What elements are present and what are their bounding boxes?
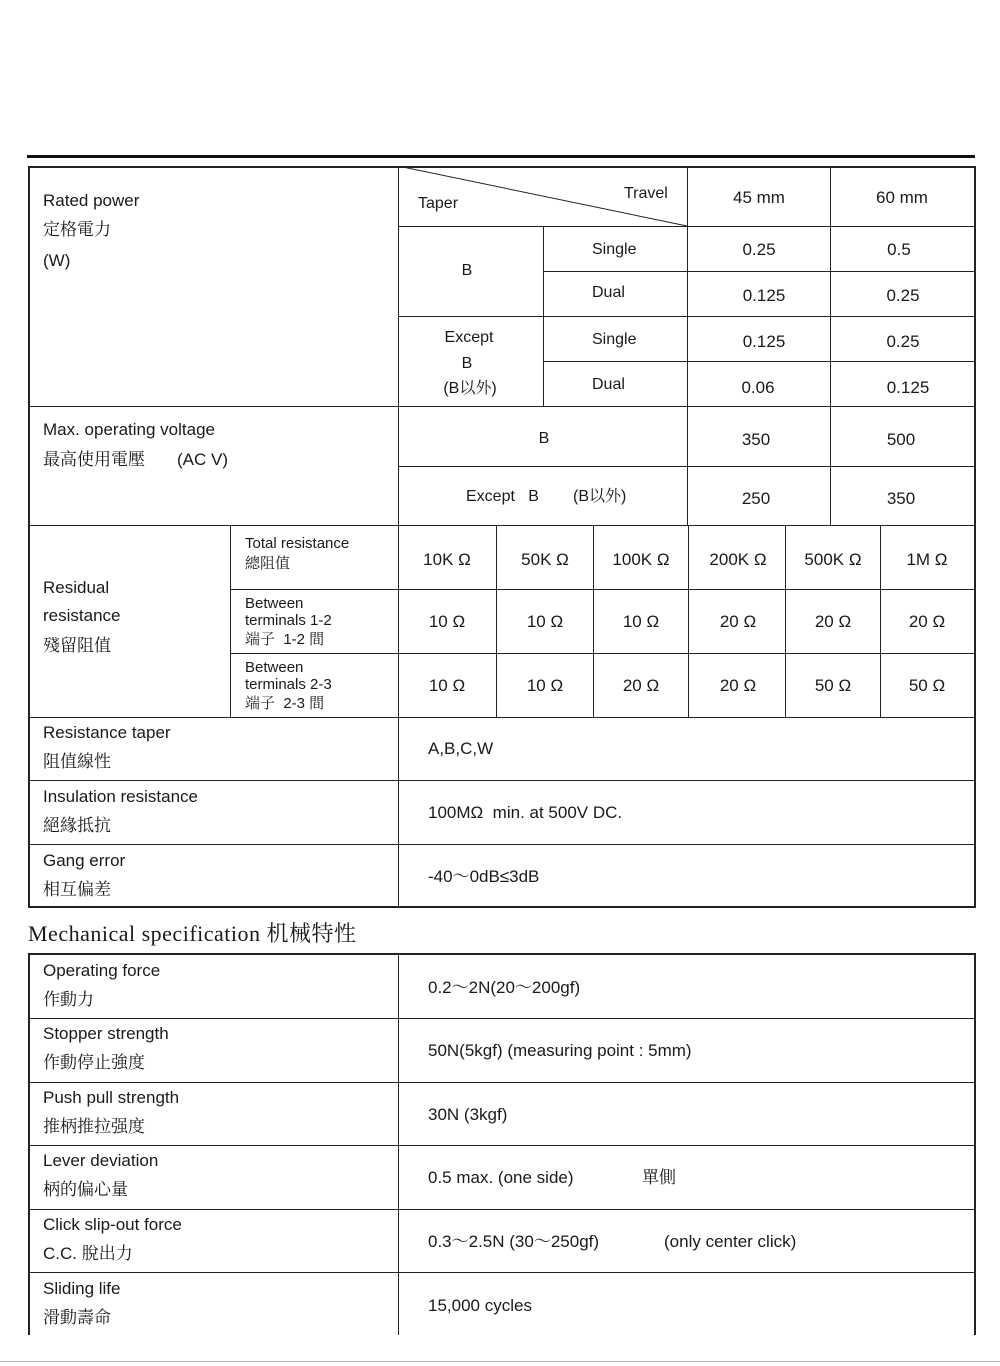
- stopper-strength-label-en: Stopper strength: [43, 1024, 169, 1043]
- type-dual: Dual: [592, 284, 625, 301]
- total-resistance-value: 1M Ω: [906, 550, 948, 569]
- divider: [230, 589, 976, 590]
- rated-power-unit: (W): [43, 251, 71, 270]
- residual-23-value: 10 Ω: [428, 676, 466, 695]
- voltage-taper-except-cn: (B以外): [573, 488, 627, 505]
- gang-error-value: -40～0dB≤3dB: [428, 867, 540, 886]
- operating-force-value: 0.2～2N(20～200gf): [428, 978, 581, 997]
- divider: [593, 525, 594, 717]
- rated-power-value: 0.5: [887, 240, 911, 259]
- residual-23-value: 10 Ω: [526, 676, 564, 695]
- sliding-life-label-en: Sliding life: [43, 1279, 121, 1298]
- sliding-life-value: 15,000 cycles: [428, 1296, 532, 1315]
- max-voltage-unit: (AC V): [177, 450, 228, 469]
- resistance-taper-label-en: Resistance taper: [43, 723, 171, 742]
- click-slipout-value: 0.3～2.5N (30～250gf): [428, 1232, 600, 1251]
- mechanical-section-title: Mechanical specification 机械特性: [28, 921, 357, 946]
- voltage-taper-except: Except B: [466, 488, 539, 505]
- taper-b-label: B: [461, 262, 473, 279]
- rated-power-value: 0.06: [741, 378, 775, 397]
- divider: [28, 1209, 976, 1210]
- divider: [830, 166, 831, 525]
- travel-60mm-header: 60 mm: [876, 188, 928, 207]
- divider: [28, 1145, 976, 1146]
- lever-deviation-label-cn: 柄的偏心量: [43, 1180, 128, 1199]
- top-rule: [27, 155, 975, 158]
- residual-12-value: 10 Ω: [622, 612, 660, 631]
- divider: [543, 226, 544, 406]
- push-pull-strength-value: 30N (3kgf): [428, 1105, 508, 1124]
- voltage-taper-b: B: [538, 430, 550, 447]
- divider: [28, 525, 976, 526]
- insulation-resistance-label-en: Insulation resistance: [43, 787, 198, 806]
- type-single: Single: [592, 241, 637, 258]
- total-resistance-value: 500K Ω: [804, 550, 862, 569]
- click-slipout-label-en: Click slip-out force: [43, 1215, 182, 1234]
- push-pull-strength-label-en: Push pull strength: [43, 1088, 180, 1107]
- residual-label-en-2: resistance: [43, 606, 121, 625]
- voltage-value: 250: [741, 489, 771, 508]
- travel-45mm-header: 45 mm: [733, 188, 785, 207]
- rated-power-value: 0.25: [886, 286, 920, 305]
- max-voltage-label-cn: 最高使用電壓: [43, 450, 145, 469]
- divider: [28, 1082, 976, 1083]
- divider: [230, 525, 231, 717]
- gang-error-label-cn: 相互偏差: [43, 880, 111, 899]
- rated-power-value: 0.125: [742, 332, 786, 351]
- click-slipout-note: (only center click): [664, 1232, 797, 1251]
- gang-error-label-en: Gang error: [43, 851, 126, 870]
- stopper-strength-label-cn: 作動停止強度: [43, 1053, 145, 1072]
- rated-power-label-cn: 定格電力: [43, 220, 111, 239]
- resistance-taper-label-cn: 阻值線性: [43, 752, 111, 771]
- sliding-life-label-cn: 滑動壽命: [43, 1308, 111, 1327]
- voltage-value: 500: [886, 430, 916, 449]
- rated-power-value: 0.25: [742, 240, 776, 259]
- total-resistance-value: 200K Ω: [709, 550, 767, 569]
- divider: [398, 953, 399, 1335]
- terminals-23-label: terminals 2-3: [245, 676, 332, 693]
- page-bottom-rule: [0, 1361, 1000, 1362]
- divider: [688, 525, 689, 717]
- residual-12-value: 20 Ω: [719, 612, 757, 631]
- click-slipout-label-cn: C.C. 脫出力: [43, 1244, 133, 1263]
- total-resistance-label-cn: 總阻值: [245, 555, 291, 572]
- divider: [543, 361, 976, 362]
- divider: [398, 466, 976, 467]
- resistance-taper-value: A,B,C,W: [428, 739, 494, 758]
- insulation-resistance-label-cn: 絕緣抵抗: [43, 816, 111, 835]
- residual-12-value: 10 Ω: [428, 612, 466, 631]
- push-pull-strength-label-cn: 推柄推拉强度: [43, 1117, 145, 1136]
- terminals-23-label-cn: 端子 2-3 間: [245, 695, 325, 712]
- divider: [543, 271, 976, 272]
- divider: [28, 780, 976, 781]
- total-resistance-value: 100K Ω: [612, 550, 670, 569]
- residual-label-cn: 殘留阻值: [43, 636, 111, 655]
- residual-23-value: 20 Ω: [622, 676, 660, 695]
- residual-23-value: 20 Ω: [719, 676, 757, 695]
- taper-except-label: B: [461, 355, 473, 372]
- residual-12-value: 20 Ω: [908, 612, 946, 631]
- residual-12-value: 20 Ω: [814, 612, 852, 631]
- terminals-12-label: Between: [245, 595, 304, 612]
- total-resistance-value: 10K Ω: [423, 550, 471, 569]
- residual-label-en-1: Residual: [43, 578, 110, 597]
- divider: [496, 525, 497, 717]
- type-dual: Dual: [592, 376, 625, 393]
- lever-deviation-note: 單側: [642, 1168, 676, 1187]
- insulation-resistance-value: 100MΩ min. at 500V DC.: [428, 803, 623, 822]
- travel-header: Travel: [624, 185, 668, 202]
- mechanical-table-frame: [28, 953, 976, 1335]
- residual-23-value: 50 Ω: [814, 676, 852, 695]
- terminals-12-label: terminals 1-2: [245, 612, 332, 629]
- divider: [28, 844, 976, 845]
- rated-power-value: 0.125: [886, 378, 930, 397]
- operating-force-label-en: Operating force: [43, 961, 161, 980]
- taper-except-label: Except: [444, 329, 494, 346]
- lever-deviation-label-en: Lever deviation: [43, 1151, 159, 1170]
- operating-force-label-cn: 作動力: [43, 990, 94, 1009]
- divider: [880, 525, 881, 717]
- divider: [28, 1272, 976, 1273]
- stopper-strength-value: 50N(5kgf) (measuring point : 5mm): [428, 1041, 692, 1060]
- voltage-value: 350: [886, 489, 916, 508]
- terminals-12-label-cn: 端子 1-2 間: [245, 631, 325, 648]
- divider: [785, 525, 786, 717]
- divider: [28, 717, 976, 718]
- rated-power-value: 0.125: [742, 286, 786, 305]
- divider: [230, 653, 976, 654]
- rated-power-value: 0.25: [886, 332, 920, 351]
- divider: [28, 406, 976, 407]
- divider: [398, 166, 399, 908]
- lever-deviation-value: 0.5 max. (one side): [428, 1168, 574, 1187]
- rated-power-label-en: Rated power: [43, 191, 140, 210]
- voltage-value: 350: [741, 430, 771, 449]
- total-resistance-label-en: Total resistance: [245, 535, 350, 552]
- taper-header: Taper: [418, 195, 459, 212]
- taper-except-label-cn: (B以外): [443, 380, 497, 397]
- max-voltage-label-en: Max. operating voltage: [43, 420, 215, 439]
- total-resistance-value: 50K Ω: [521, 550, 569, 569]
- divider: [28, 1018, 976, 1019]
- residual-12-value: 10 Ω: [526, 612, 564, 631]
- type-single: Single: [592, 331, 637, 348]
- residual-23-value: 50 Ω: [908, 676, 946, 695]
- terminals-23-label: Between: [245, 659, 304, 676]
